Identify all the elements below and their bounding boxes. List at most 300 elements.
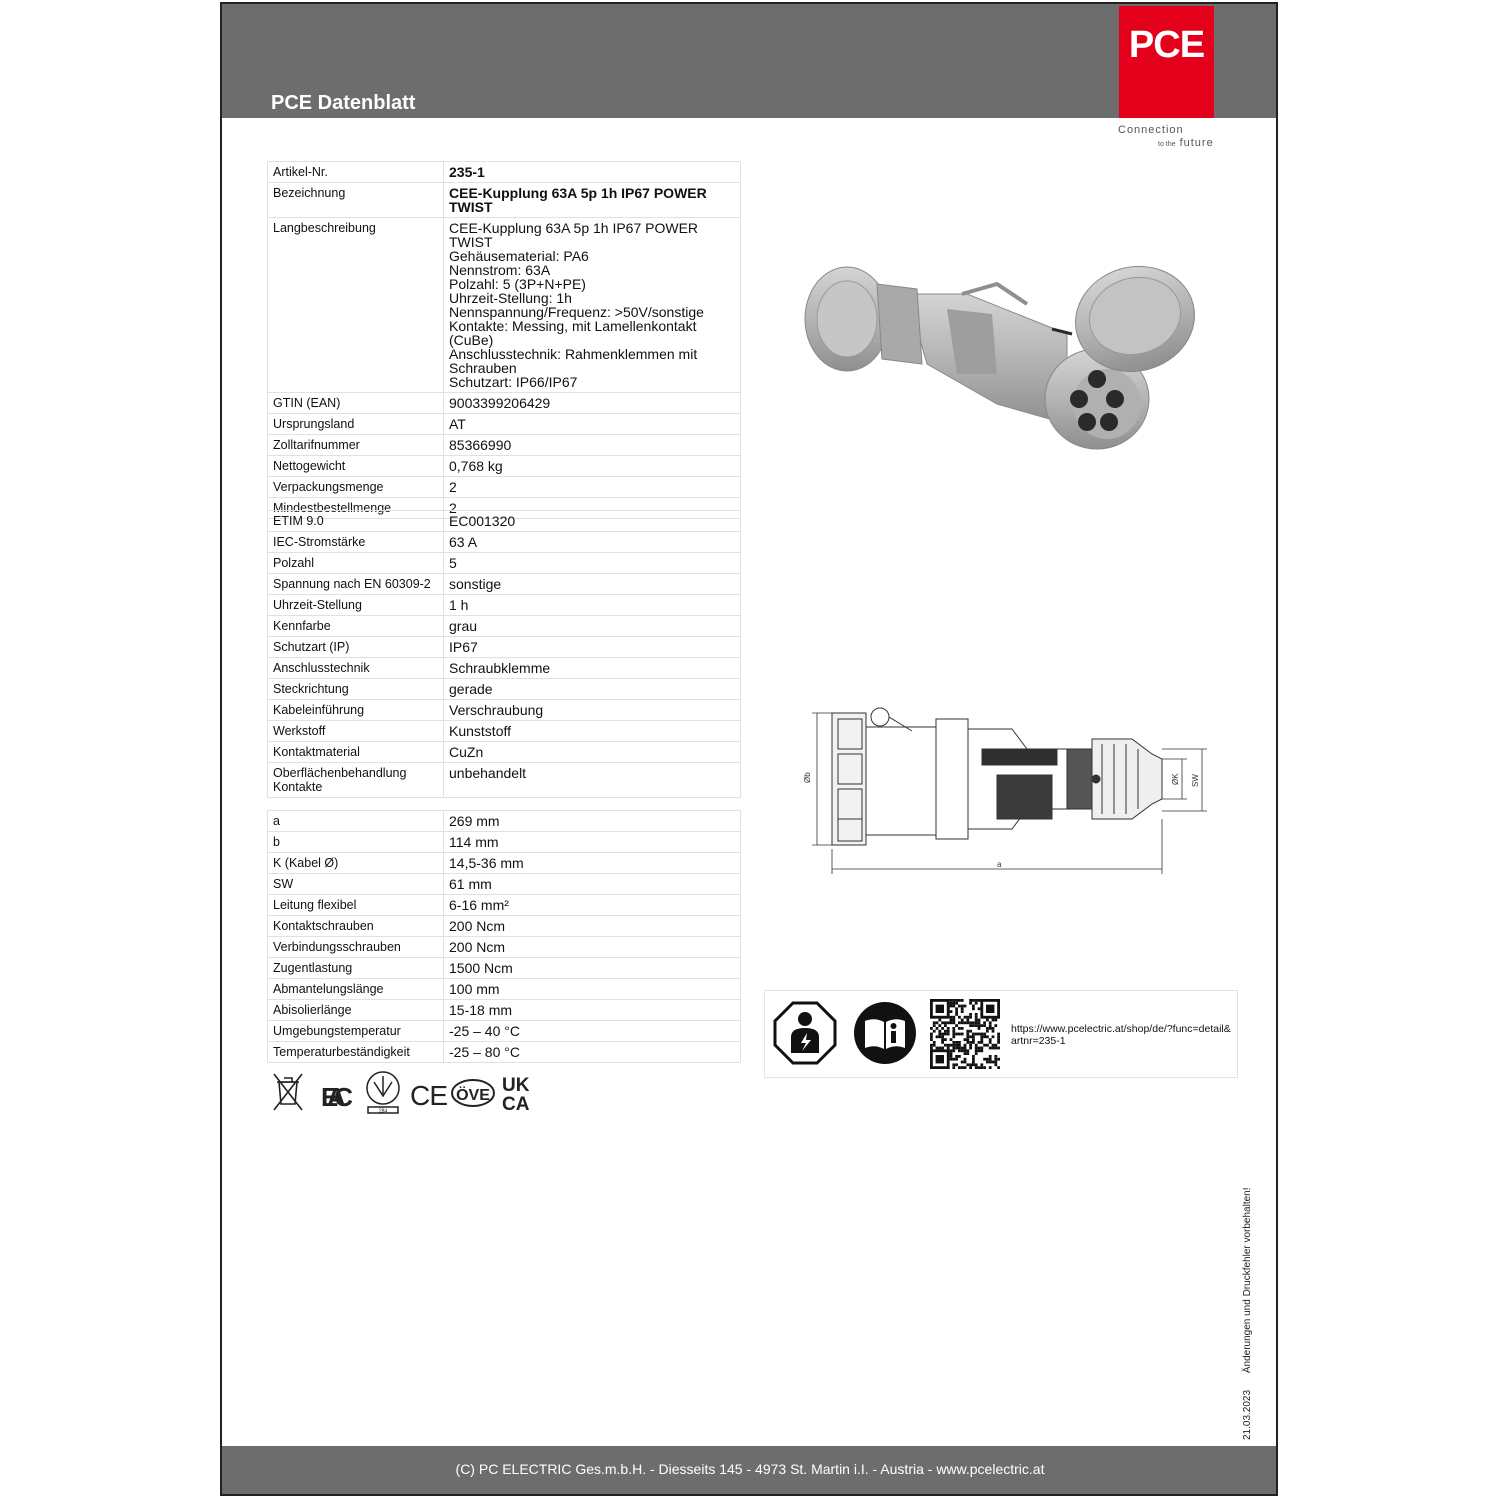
- table-row: [268, 958, 741, 979]
- spec-value: IP67: [444, 637, 741, 658]
- qr-module: [989, 1038, 992, 1041]
- qr-module: [997, 1033, 1000, 1036]
- spec-label: Abisolierlänge: [268, 1000, 444, 1021]
- qr-module: [989, 1047, 992, 1050]
- qr-module: [978, 1049, 981, 1052]
- electrician-required-icon: [773, 1001, 837, 1065]
- qr-module: [966, 1016, 969, 1019]
- qr-module: [969, 1024, 972, 1027]
- product-image: [797, 254, 1217, 464]
- spec-label: Uhrzeit-Stellung: [268, 595, 444, 616]
- qr-module: [961, 1021, 964, 1024]
- qr-module: [955, 1007, 958, 1010]
- qr-module: [933, 1021, 936, 1024]
- qr-module: [936, 1027, 939, 1030]
- qr-module: [950, 1052, 953, 1055]
- spec-label: Kabeleinführung: [268, 700, 444, 721]
- qr-module: [992, 1030, 995, 1033]
- ove-mark: [452, 1080, 494, 1106]
- page-title: PCE Datenblatt: [271, 92, 416, 114]
- qr-module: [950, 1005, 953, 1008]
- spec-value: EC001320: [444, 511, 741, 532]
- dim-label-sw: SW: [1191, 774, 1200, 787]
- qr-module: [961, 1061, 964, 1064]
- qr-module: [952, 1019, 955, 1022]
- qr-module: [975, 1044, 978, 1047]
- table-row: [268, 637, 741, 658]
- qr-module: [955, 1058, 958, 1061]
- qr-module: [969, 1047, 972, 1050]
- qr-module: [938, 1033, 941, 1036]
- qr-module: [955, 1044, 958, 1047]
- qr-module: [975, 1024, 978, 1027]
- table-row: [268, 456, 741, 477]
- qr-module: [969, 999, 972, 1002]
- qr-module: [969, 1016, 972, 1019]
- svg-text:ÖVE: ÖVE: [456, 1087, 490, 1104]
- qr-module: [975, 1021, 978, 1024]
- qr-module: [952, 1016, 955, 1019]
- qr-module: [986, 1027, 989, 1030]
- qr-module: [952, 1047, 955, 1050]
- side-note: [1242, 1187, 1253, 1440]
- weee-bin-icon: [274, 1074, 302, 1110]
- table-row: [268, 937, 741, 958]
- qr-module: [994, 1047, 997, 1050]
- spec-value: 114 mm: [444, 832, 741, 853]
- spec-value: 0,768 kg: [444, 456, 741, 477]
- qr-module: [950, 1010, 953, 1013]
- qr-module: [964, 1021, 967, 1024]
- qr-module: [958, 1021, 961, 1024]
- qr-module: [952, 1063, 955, 1066]
- qr-module: [938, 1047, 941, 1050]
- table-row: [268, 874, 741, 895]
- qr-module: [994, 1019, 997, 1022]
- qr-module: [958, 1066, 961, 1069]
- qr-module: [947, 1021, 950, 1024]
- qr-module: [978, 1021, 981, 1024]
- qr-module: [966, 1035, 969, 1038]
- qr-module: [930, 1047, 933, 1050]
- qr-info-box: [764, 990, 1238, 1078]
- qr-module: [947, 1030, 950, 1033]
- qr-module: [972, 1035, 975, 1038]
- qr-module: [997, 1047, 1000, 1050]
- qr-module: [992, 1044, 995, 1047]
- issue-date: 21.03.2023: [1242, 1389, 1253, 1440]
- table-row: [268, 658, 741, 679]
- table-row: [268, 616, 741, 637]
- qr-module: [938, 1019, 941, 1022]
- spec-label: Ursprungsland: [268, 414, 444, 435]
- qr-module: [969, 1066, 972, 1069]
- qr-module: [947, 1033, 950, 1036]
- qr-module: [978, 1007, 981, 1010]
- qr-module: [983, 1024, 986, 1027]
- spec-value: 6-16 mm²: [444, 895, 741, 916]
- tagline-connection: Connection: [1118, 124, 1184, 136]
- table-row: [268, 595, 741, 616]
- qr-module: [972, 1058, 975, 1061]
- qr-module: [964, 1047, 967, 1050]
- spec-value: 61 mm: [444, 874, 741, 895]
- table-row: [268, 532, 741, 553]
- qr-module: [978, 1024, 981, 1027]
- qr-module: [955, 1033, 958, 1036]
- table-row: [268, 574, 741, 595]
- qr-module: [952, 1035, 955, 1038]
- qr-module: [961, 999, 964, 1002]
- qr-module: [961, 1010, 964, 1013]
- table-row: [268, 832, 741, 853]
- qr-module: [992, 1061, 995, 1064]
- table-row: [268, 1042, 741, 1063]
- spec-value: 269 mm: [444, 811, 741, 832]
- spec-value: 235-1: [444, 162, 741, 183]
- qr-module: [955, 1002, 958, 1005]
- qr-module: [930, 1035, 933, 1038]
- qr-module: [966, 1019, 969, 1022]
- certification-marks: [270, 1070, 540, 1114]
- qr-module: [955, 1055, 958, 1058]
- spec-label: Verpackungsmenge: [268, 477, 444, 498]
- qr-module: [978, 1066, 981, 1069]
- qr-module: [989, 1041, 992, 1044]
- spec-value: 85366990: [444, 435, 741, 456]
- spec-label: a: [268, 811, 444, 832]
- table-row: [268, 162, 741, 183]
- qr-module: [944, 1024, 947, 1027]
- spec-label: SW: [268, 874, 444, 895]
- qr-module: [975, 999, 978, 1002]
- spec-value: 5: [444, 553, 741, 574]
- dim-label-k: ØK: [1171, 773, 1180, 785]
- qr-module: [989, 1066, 992, 1069]
- qr-module: [986, 1035, 989, 1038]
- ukca-mark-bottom: CA: [502, 1094, 530, 1114]
- table-row: [268, 916, 741, 937]
- spec-label: Kontaktmaterial: [268, 742, 444, 763]
- spec-label: Kontaktschrauben: [268, 916, 444, 937]
- qr-module: [992, 1047, 995, 1050]
- page-footer: (C) PC ELECTRIC Ges.m.b.H. - Diesseits 145 - 4973 St. Martin i.I. - Austria - www.pcelectric.at: [222, 1446, 1278, 1496]
- qr-module: [975, 1052, 978, 1055]
- qr-module: [972, 1038, 975, 1041]
- spec-label: IEC-Stromstärke: [268, 532, 444, 553]
- spec-value: 9003399206429: [444, 393, 741, 414]
- qr-module: [941, 1021, 944, 1024]
- qr-module: [936, 1005, 944, 1013]
- qr-module: [978, 1033, 981, 1036]
- qr-module: [994, 1055, 997, 1058]
- spec-label: Zugentlastung: [268, 958, 444, 979]
- datasheet-page: [220, 2, 1278, 1496]
- spec-label: Werkstoff: [268, 721, 444, 742]
- qr-module: [980, 1049, 983, 1052]
- qr-module: [936, 1021, 939, 1024]
- table-row: [268, 700, 741, 721]
- spec-label: ETIM 9.0: [268, 511, 444, 532]
- spec-label: Spannung nach EN 60309-2: [268, 574, 444, 595]
- qr-module: [980, 1024, 983, 1027]
- spec-value: 1500 Ncm: [444, 958, 741, 979]
- spec-label: Nettogewicht: [268, 456, 444, 477]
- qr-module: [958, 1033, 961, 1036]
- qr-module: [986, 1044, 989, 1047]
- table-row: [268, 393, 741, 414]
- qr-module: [986, 1030, 989, 1033]
- qr-module: [961, 1007, 964, 1010]
- qr-module: [964, 1058, 967, 1061]
- spec-label: Polzahl: [268, 553, 444, 574]
- qr-module: [950, 1049, 953, 1052]
- qr-module: [958, 1047, 961, 1050]
- qr-module: [972, 1005, 975, 1008]
- table-row: [268, 979, 741, 1000]
- qr-module: [930, 1027, 933, 1030]
- read-manual-icon: [853, 1001, 917, 1065]
- spec-label: Steckrichtung: [268, 679, 444, 700]
- qr-module: [969, 1041, 972, 1044]
- qr-module: [950, 1038, 953, 1041]
- qr-module: [980, 1038, 983, 1041]
- table-row: [268, 183, 741, 218]
- qr-module: [972, 1007, 975, 1010]
- tagline-to-the: to the: [1158, 141, 1176, 148]
- spec-label: Temperaturbeständigkeit: [268, 1042, 444, 1063]
- qr-module: [950, 999, 953, 1002]
- qr-module: [972, 1063, 975, 1066]
- qr-module: [941, 1035, 944, 1038]
- qr-module: [936, 1055, 944, 1063]
- spec-value: 200 Ncm: [444, 937, 741, 958]
- table-row: [268, 414, 741, 435]
- qr-module: [966, 1049, 969, 1052]
- qr-module: [983, 1066, 986, 1069]
- qr-module: [972, 1033, 975, 1036]
- qr-module: [941, 1038, 944, 1041]
- qr-module: [978, 1027, 981, 1030]
- dimension-drawing: [802, 699, 1212, 879]
- qr-module: [955, 1024, 958, 1027]
- qr-module: [997, 1058, 1000, 1061]
- qr-module: [955, 1063, 958, 1066]
- qr-module: [936, 1035, 939, 1038]
- spec-label: Schutzart (IP): [268, 637, 444, 658]
- table-row: [268, 763, 741, 798]
- qr-module: [950, 1044, 953, 1047]
- qr-module: [989, 1021, 992, 1024]
- qr-module: [952, 1002, 955, 1005]
- qr-module: [966, 1021, 969, 1024]
- qr-module: [950, 1002, 953, 1005]
- qr-module: [975, 1047, 978, 1050]
- qr-module: [944, 1044, 947, 1047]
- page-header: [222, 4, 1278, 118]
- qr-module: [997, 1038, 1000, 1041]
- qr-module: [966, 1038, 969, 1041]
- qr-module: [983, 1021, 986, 1024]
- qr-module: [972, 999, 975, 1002]
- qr-module: [947, 1044, 950, 1047]
- qr-module: [975, 1063, 978, 1066]
- qr-code[interactable]: [930, 999, 1000, 1069]
- qr-module: [958, 1041, 961, 1044]
- qr-module: [933, 1041, 936, 1044]
- spec-value: CuZn: [444, 742, 741, 763]
- qr-module: [952, 1058, 955, 1061]
- spec-label: Mindestbestellmenge: [268, 498, 444, 519]
- qr-module: [952, 1033, 955, 1036]
- qr-module: [938, 1024, 941, 1027]
- qr-module: [950, 1016, 953, 1019]
- qr-module: [969, 1044, 972, 1047]
- qr-module: [938, 1030, 941, 1033]
- qr-module: [952, 1005, 955, 1008]
- qr-module: [969, 1002, 972, 1005]
- spec-label: b: [268, 832, 444, 853]
- qr-module: [978, 1047, 981, 1050]
- qr-module: [955, 1010, 958, 1013]
- qr-module: [961, 1047, 964, 1050]
- spec-value: CEE-Kupplung 63A 5p 1h IP67 POWER TWIST: [444, 183, 741, 218]
- qr-module: [983, 1035, 986, 1038]
- qr-module: [975, 1033, 978, 1036]
- spec-label: K (Kabel Ø): [268, 853, 444, 874]
- qr-module: [972, 1055, 975, 1058]
- qr-module: [969, 1030, 972, 1033]
- qr-module: [950, 1058, 953, 1061]
- qr-module: [958, 1027, 961, 1030]
- qr-module: [964, 1061, 967, 1064]
- qr-module: [997, 1035, 1000, 1038]
- eac-mark: EAC: [321, 1082, 353, 1112]
- table-row: [268, 811, 741, 832]
- qr-module: [975, 1002, 978, 1005]
- qr-module: [961, 1005, 964, 1008]
- spec-value: 2: [444, 498, 741, 519]
- cert-number: 284: [378, 1108, 388, 1114]
- spec-label: Kennfarbe: [268, 616, 444, 637]
- ukca-mark-top: UK: [502, 1075, 530, 1096]
- ove-certification-icon: [367, 1072, 399, 1113]
- qr-module: [978, 1019, 981, 1022]
- qr-module: [952, 1021, 955, 1024]
- qr-module: [964, 1066, 967, 1069]
- qr-module: [958, 1055, 961, 1058]
- qr-module: [944, 1021, 947, 1024]
- dim-label-a: a: [997, 860, 1002, 869]
- qr-module: [986, 1019, 989, 1022]
- spec-value: unbehandelt: [444, 763, 741, 798]
- table-row: [268, 853, 741, 874]
- qr-module: [958, 1049, 961, 1052]
- qr-module: [941, 1027, 944, 1030]
- qr-module: [961, 1066, 964, 1069]
- qr-module: [975, 1049, 978, 1052]
- product-url-link[interactable]: https://www.pcelectric.at/shop/de/?func=detail&artnr=235-1: [1011, 1023, 1231, 1047]
- table-row: [268, 1000, 741, 1021]
- qr-module: [980, 1033, 983, 1036]
- spec-value: gerade: [444, 679, 741, 700]
- qr-module: [958, 1005, 961, 1008]
- table-row: [268, 218, 741, 393]
- qr-module: [966, 1041, 969, 1044]
- table-row: [268, 435, 741, 456]
- qr-module: [980, 1063, 983, 1066]
- qr-module: [952, 1044, 955, 1047]
- qr-module: [983, 1044, 986, 1047]
- qr-module: [961, 1019, 964, 1022]
- qr-module: [980, 1041, 983, 1044]
- qr-module: [992, 1019, 995, 1022]
- qr-module: [975, 1066, 978, 1069]
- table-row: [268, 511, 741, 532]
- qr-module: [952, 999, 955, 1002]
- qr-module: [952, 1030, 955, 1033]
- qr-module: [952, 1041, 955, 1044]
- qr-module: [966, 1033, 969, 1036]
- qr-module: [969, 1063, 972, 1066]
- qr-module: [992, 1035, 995, 1038]
- pce-logo: [1119, 6, 1214, 118]
- qr-module: [955, 1047, 958, 1050]
- qr-module: [930, 1033, 933, 1036]
- qr-module: [955, 1013, 958, 1016]
- spec-value: CEE-Kupplung 63A 5p 1h IP67 POWER TWIST Gehäusematerial: PA6 Nennstrom: 63A Polzahl: 5 (3P+N+PE) Uhrzeit-Stellung: 1h Nennspannung/Frequenz: >50V/sonstige Kontakte: Messing, mit Lamellenkontakt (CuBe) Anschlusstechnik: Rahmenklemmen mit Schrauben Schutzart: IP66/IP67: [444, 218, 741, 393]
- dimensions-table: [267, 810, 741, 1063]
- spec-value: 100 mm: [444, 979, 741, 1000]
- qr-module: [975, 1013, 978, 1016]
- spec-value: 200 Ncm: [444, 916, 741, 937]
- table-row: [268, 679, 741, 700]
- product-info-table: [267, 161, 741, 519]
- table-row: [268, 742, 741, 763]
- qr-module: [980, 1047, 983, 1050]
- qr-module: [952, 1049, 955, 1052]
- qr-module: [950, 1055, 953, 1058]
- qr-module: [972, 1041, 975, 1044]
- qr-module: [944, 1033, 947, 1036]
- qr-module: [989, 1055, 992, 1058]
- spec-value: AT: [444, 414, 741, 435]
- qr-module: [986, 1058, 989, 1061]
- qr-module: [989, 1058, 992, 1061]
- qr-module: [986, 1005, 994, 1013]
- tagline-future-word: future: [1179, 137, 1214, 149]
- spec-label: Umgebungstemperatur: [268, 1021, 444, 1042]
- disclaimer: Änderungen und Druckfehler vorbehalten!: [1242, 1187, 1253, 1374]
- qr-module: [944, 1038, 947, 1041]
- qr-module: [961, 1027, 964, 1030]
- qr-module: [986, 1061, 989, 1064]
- qr-module: [941, 1047, 944, 1050]
- qr-module: [950, 1019, 953, 1022]
- qr-module: [944, 1030, 947, 1033]
- spec-value: 63 A: [444, 532, 741, 553]
- dim-label-b: Øb: [803, 772, 812, 783]
- logo-text: PCE: [1128, 24, 1205, 66]
- table-row: [268, 553, 741, 574]
- qr-module: [978, 999, 981, 1002]
- spec-label: Artikel-Nr.: [268, 162, 444, 183]
- spec-value: Verschraubung: [444, 700, 741, 721]
- spec-value: Schraubklemme: [444, 658, 741, 679]
- qr-module: [994, 1024, 997, 1027]
- spec-value: sonstige: [444, 574, 741, 595]
- spec-label: GTIN (EAN): [268, 393, 444, 414]
